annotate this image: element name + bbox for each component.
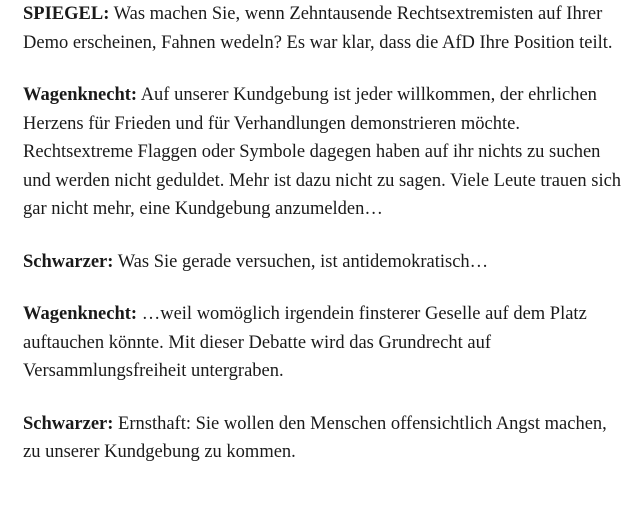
speaker-label: Schwarzer:: [23, 413, 114, 434]
paragraph-text: Was machen Sie, wenn Zehntausende Rechtsextremisten auf Ihrer Demo erscheinen, Fahnen wedeln? Es war klar, dass die AfD Ihre Position teilt.: [23, 4, 613, 53]
paragraph-text: Auf unserer Kundgebung ist jeder willkommen, der ehrlichen Herzens für Frieden und für Verhandlungen demonstrieren möchte. Rechtsextreme Flaggen oder Symbole dagegen haben auf ihr nichts zu suchen und werden nicht geduldet. Mehr ist dazu nicht zu sagen. Viele Leute trauen sich gar nicht mehr, eine Kundgebung anzumelden…: [23, 85, 622, 219]
interview-paragraph: [23, 248, 623, 277]
paragraph-text: …weil womöglich irgendein finsterer Geselle auf dem Platz auftauchen könnte. Mit dieser Debatte wird das Grundrecht auf Versammlungsfreiheit untergraben.: [23, 304, 587, 381]
interview-paragraph: [23, 0, 623, 57]
speaker-label: Schwarzer:: [23, 251, 114, 272]
interview-paragraph: [23, 300, 623, 386]
speaker-label: Wagenknecht:: [23, 304, 138, 324]
paragraph-text: Was Sie gerade versuchen, ist antidemokratisch…: [113, 251, 489, 272]
paragraph-text: Ernsthaft: Sie wollen den Menschen offensichtlich Angst machen, zu unserer Kundgebung zu kommen.: [23, 413, 607, 462]
interview-paragraph: [23, 410, 623, 467]
speaker-label: Wagenknecht:: [23, 85, 138, 105]
speaker-label: SPIEGEL:: [23, 4, 110, 24]
interview-paragraph: [23, 81, 623, 224]
interview-article: [23, 0, 623, 491]
